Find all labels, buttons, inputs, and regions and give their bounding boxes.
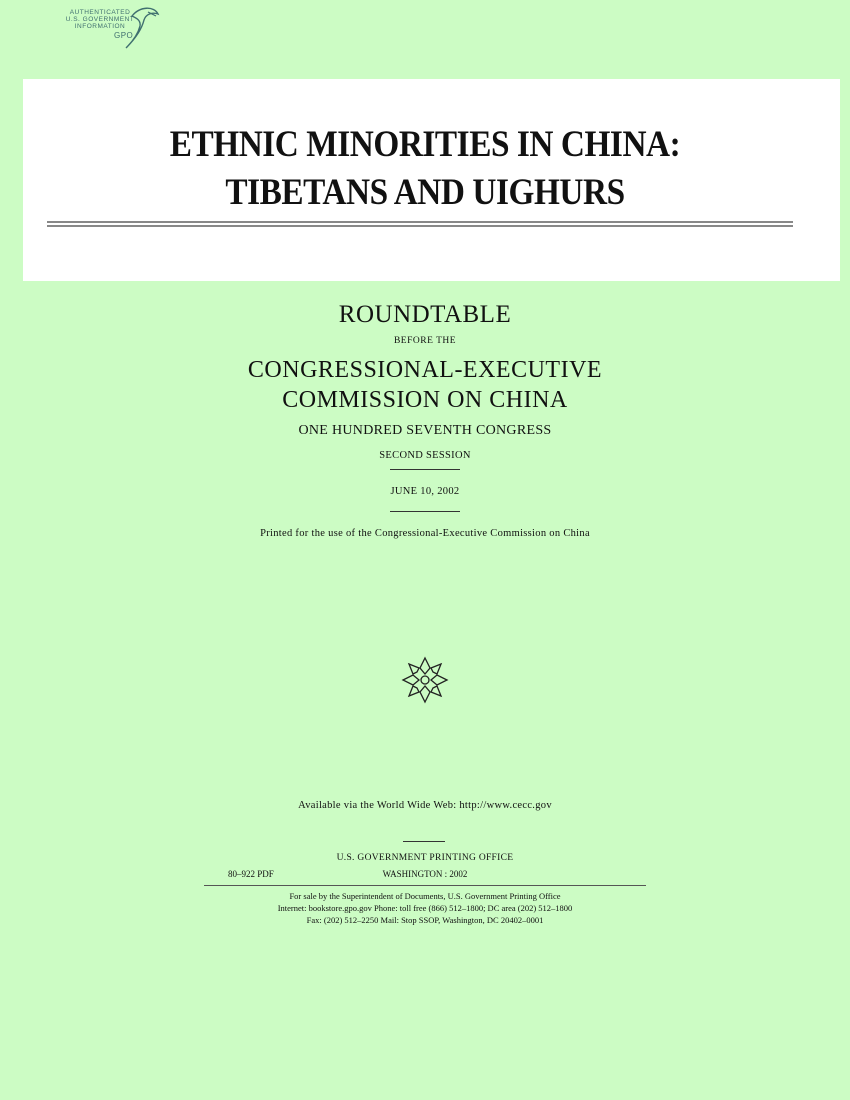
session-rule <box>390 469 460 470</box>
before-the-label: BEFORE THE <box>393 336 457 346</box>
seal-ornament-icon <box>401 656 449 704</box>
availability-rule <box>403 841 445 842</box>
sale-info-line-2: Internet: bookstore.gpo.gov Phone: toll free (866) 512–1800; DC area (202) 512–1800 <box>277 903 573 913</box>
date-rule <box>390 511 460 512</box>
title-banner <box>23 79 840 281</box>
document-id: 80–922 PDF <box>228 869 274 879</box>
document-title-line-1: ETHNIC MINORITIES IN CHINA: <box>169 124 681 165</box>
availability-line: Available via the World Wide Web: http://www.cecc.gov <box>298 800 552 811</box>
committee-name-line-2: COMMISSION ON CHINA <box>282 387 568 413</box>
printing-office-label: U.S. GOVERNMENT PRINTING OFFICE <box>336 853 514 863</box>
eagle-icon <box>122 4 162 52</box>
session-label: SECOND SESSION <box>379 450 471 461</box>
gpo-authentication-logo <box>60 4 170 54</box>
sale-info-line-3: Fax: (202) 512–2250 Mail: Stop SSOP, Washington, DC 20402–0001 <box>306 915 544 925</box>
printed-for-line: Printed for the use of the Congressional-Executive Commission on China <box>260 528 590 539</box>
document-title-line-2: TIBETANS AND UIGHURS <box>225 172 625 213</box>
logo-information-text: INFORMATION <box>74 23 126 30</box>
place-and-year: WASHINGTON : 2002 <box>382 869 468 879</box>
logo-government-text: U.S. GOVERNMENT <box>65 16 135 23</box>
congress-number: ONE HUNDRED SEVENTH CONGRESS <box>298 423 552 438</box>
title-double-rule <box>47 221 793 227</box>
logo-gpo-text: GPO <box>114 31 134 40</box>
logo-authenticated-text: AUTHENTICATED <box>69 9 131 16</box>
footer-rule <box>204 885 646 886</box>
sale-info-line-1: For sale by the Superintendent of Documents, U.S. Government Printing Office <box>289 891 561 901</box>
committee-name-line-1: CONGRESSIONAL-EXECUTIVE <box>247 357 603 383</box>
hearing-date: JUNE 10, 2002 <box>390 486 460 497</box>
hearing-type: ROUNDTABLE <box>338 301 512 328</box>
